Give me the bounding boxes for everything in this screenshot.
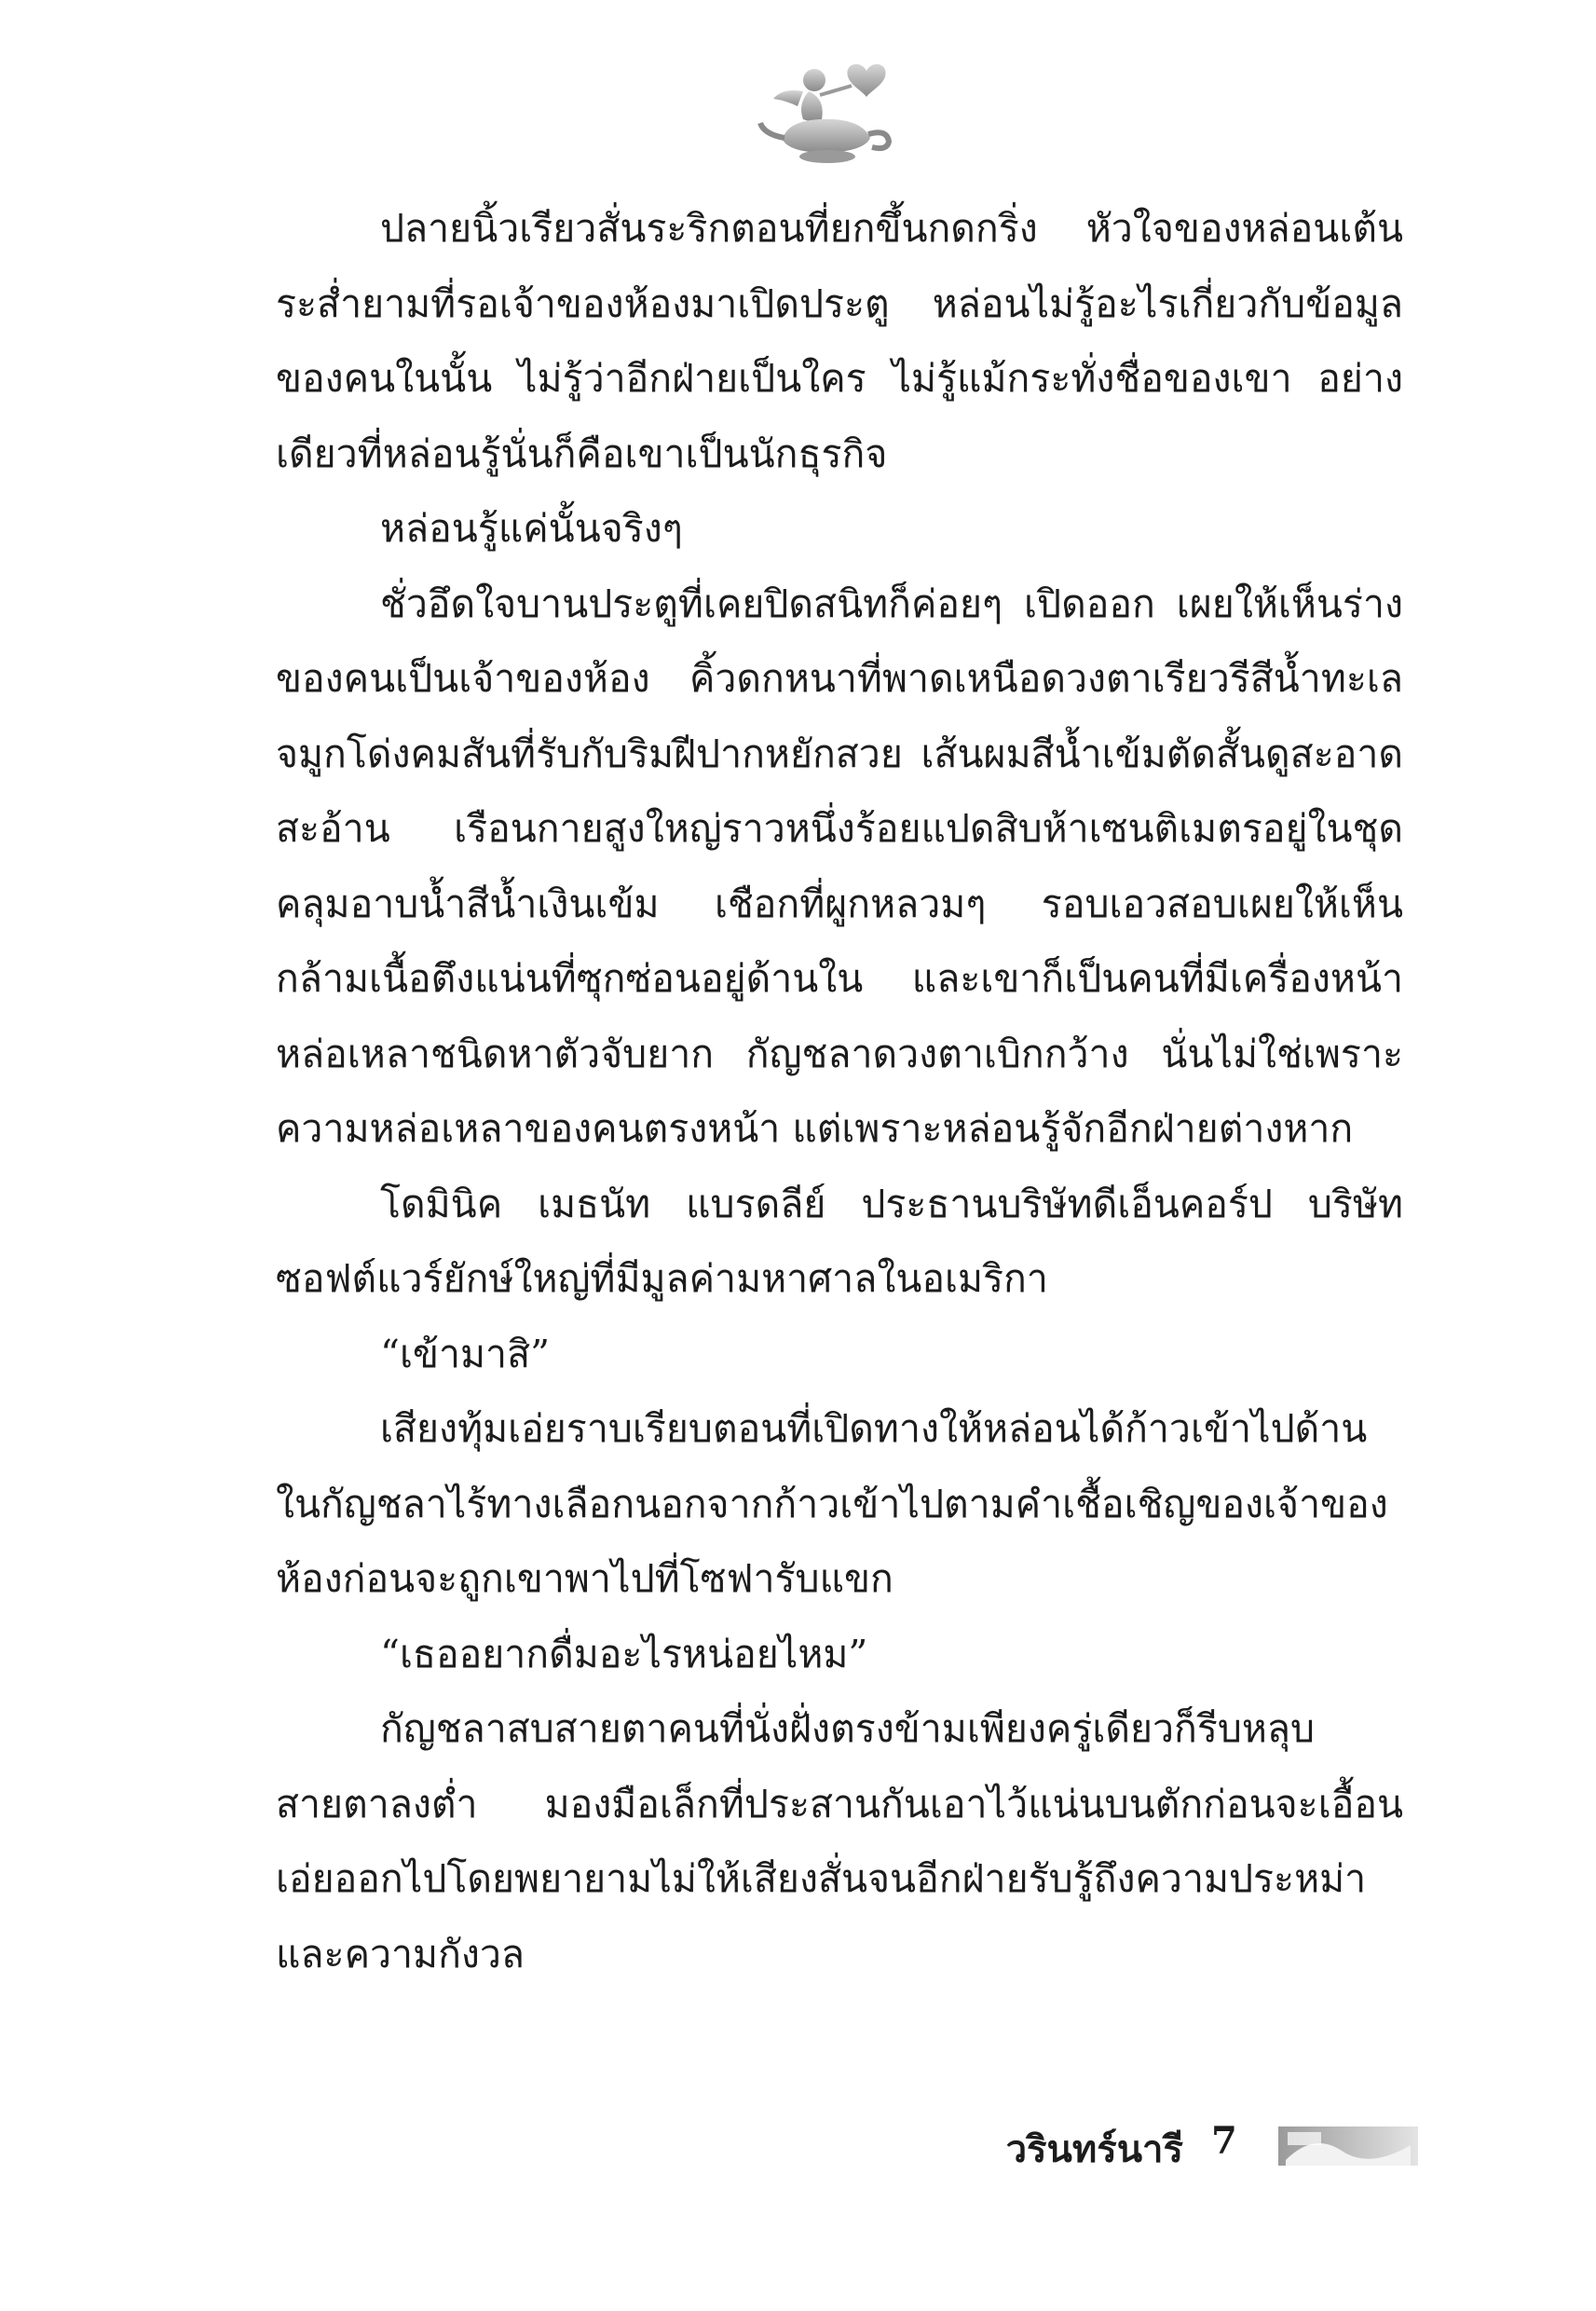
- book-page-ornament-icon: [1278, 2123, 1418, 2169]
- page-number: 7: [1211, 2119, 1237, 2163]
- paragraph: ชั่วอึดใจบานประตูที่เคยปิดสนิทก็ค่อยๆ เปิดออก เผยให้เห็นร่างของคนเป็นเจ้าของห้อง คิ้วดกหนาที่พาดเหนือดวงตาเรียวรีสีน้ำทะเล จมูกโด่งคมสันที่รับกับริมฝีปากหยักสวย เส้นผมสีน้ำเข้มตัดสั้นดูสะอาดสะอ้าน เรือนกายสูงใหญ่ราวหนึ่งร้อยแปดสิบห้าเซนติเมตรอยู่ในชุดคลุมอาบน้ำสีน้ำเงินเข้ม เชือกที่ผูกหลวมๆ รอบเอวสอบเผยให้เห็นกล้ามเนื้อตึงแน่นที่ซุกซ่อนอยู่ด้านใน และเขาก็เป็นคนที่มีเครื่องหน้าหล่อเหลาชนิดหาตัวจับยาก กัญชลาดวงตาเบิกกว้าง นั่นไม่ใช่เพราะความหล่อเหลาของคนตรงหน้า แต่เพราะหล่อนรู้จักอีกฝ่ายต่างหาก: [276, 581, 1403, 1151]
- paragraph: โดมินิค เมธนัท แบรดลีย์ ประธานบริษัทดีเอ็นคอร์ป บริษัทซอฟต์แวร์ยักษ์ใหญ่ที่มีมูลค่ามหาศาลในอเมริกา: [276, 1181, 1403, 1301]
- paragraph: หล่อนรู้แค่นั้นจริงๆ: [380, 506, 683, 551]
- paragraph: เสียงทุ้มเอ่ยราบเรียบตอนที่เปิดทางให้หล่อนได้ก้าวเข้าไปด้านในกัญชลาไร้ทางเลือกนอกจากก้าวเข้าไปตามคำเชื้อเชิญของเจ้าของห้องก่อนจะถูกเขาพาไปที่โซฟารับแขก: [276, 1406, 1388, 1601]
- page-footer: [932, 2108, 1491, 2182]
- paragraph: “เธออยากดื่มอะไรหน่อยไหม”: [380, 1631, 868, 1676]
- paragraph: กัญชลาสบสายตาคนที่นั่งฝั่งตรงข้ามเพียงครู่เดียวก็รีบหลุบสายตาลงต่ำ มองมือเล็กที่ประสานกันเอาไว้แน่นบนตักก่อนจะเอื้อนเอ่ยออกไปโดยพยายามไม่ให้เสียงสั่นจนอีกฝ่ายรับรู้ถึงความประหม่าและความกังวล: [276, 1706, 1403, 1976]
- cherub-teapot-ornament-icon: [757, 54, 906, 175]
- paragraph: “เข้ามาสิ”: [380, 1331, 551, 1376]
- book-title: วรินทร์นารี: [1005, 2127, 1183, 2171]
- page-body: [276, 191, 1403, 1991]
- paragraph: ปลายนิ้วเรียวสั่นระริกตอนที่ยกขึ้นกดกริ่ง หัวใจของหล่อนเต้นระส่ำยามที่รอเจ้าของห้องมาเปิดประตู หล่อนไม่รู้อะไรเกี่ยวกับข้อมูลของคนในนั้น ไม่รู้ว่าอีกฝ่ายเป็นใคร ไม่รู้แม้กระทั่งชื่อของเขา อย่างเดียวที่หล่อนรู้นั่นก็คือเขาเป็นนักธุรกิจ: [276, 206, 1403, 476]
